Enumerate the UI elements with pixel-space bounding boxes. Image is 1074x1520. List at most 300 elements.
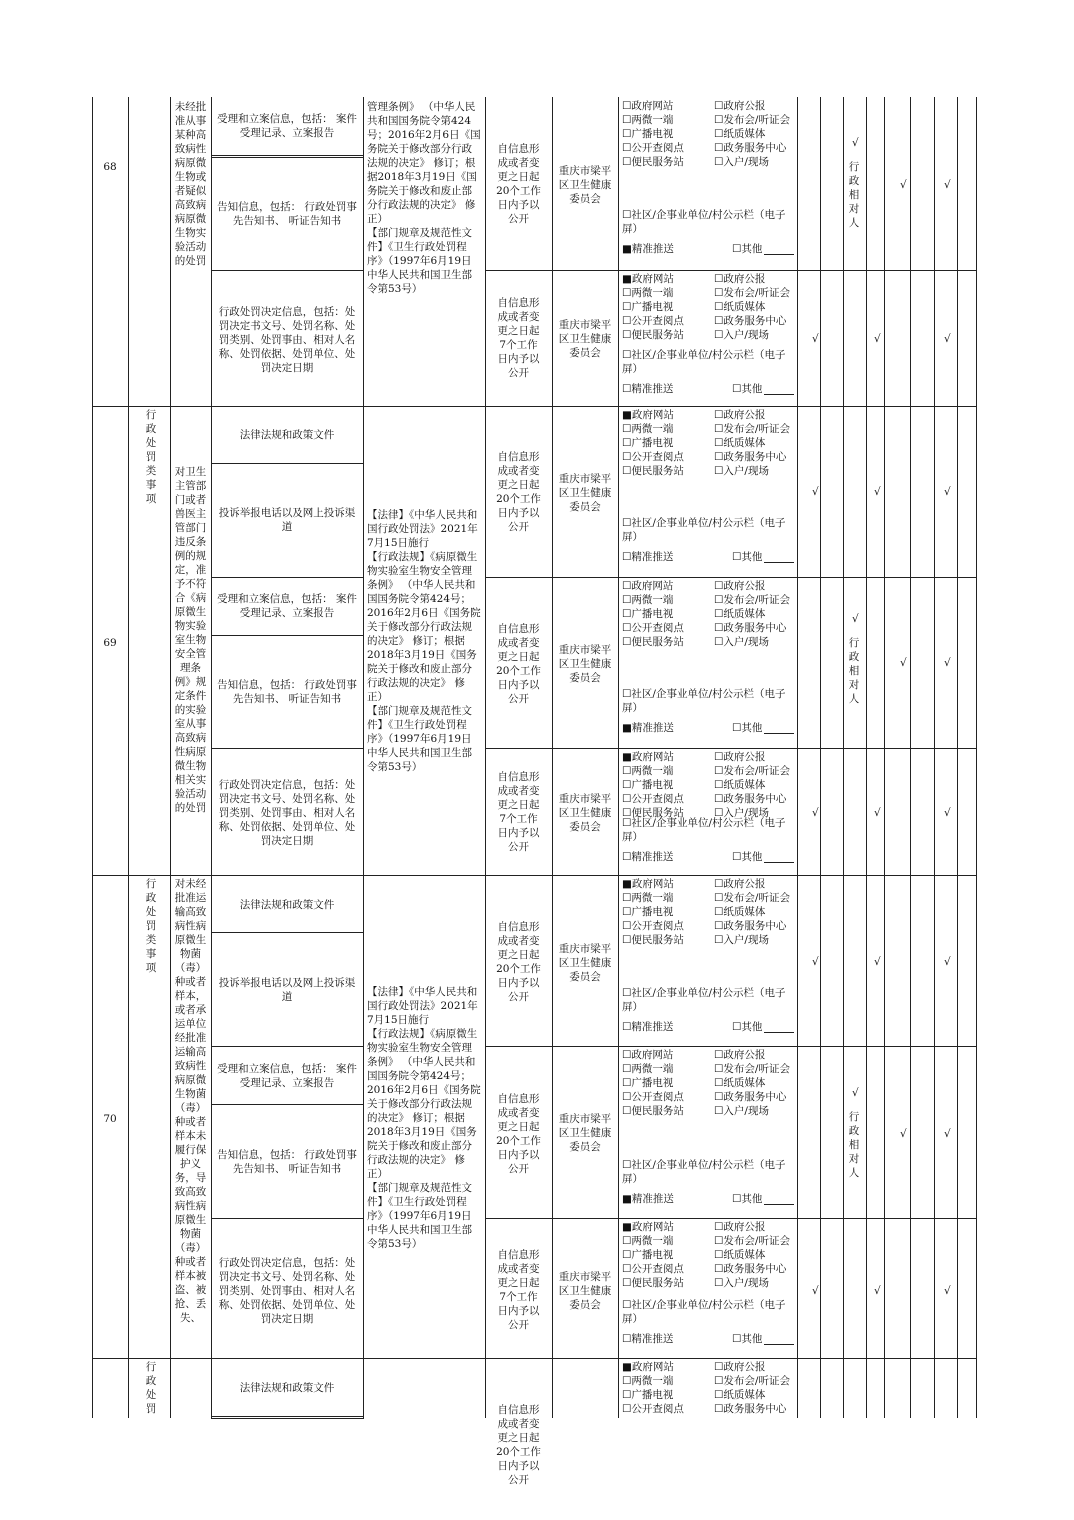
channel-label: 入户/现场 xyxy=(723,807,769,819)
channel-label: 政务服务中心 xyxy=(723,793,787,805)
channel-label: 公开查阅点 xyxy=(631,1263,684,1275)
unchecked-box-icon[interactable]: ☐ xyxy=(714,1375,724,1387)
channel-label: 便民服务站 xyxy=(631,636,684,648)
unchecked-box-icon[interactable]: ☐ xyxy=(732,1333,742,1345)
unchecked-box-icon[interactable]: ☐ xyxy=(622,807,632,819)
option-broadcast xyxy=(622,1388,673,1402)
underline xyxy=(764,733,794,734)
option-two-micro xyxy=(622,422,673,436)
unchecked-box-icon[interactable]: ☐ xyxy=(714,273,724,285)
check-mark: √ xyxy=(812,1285,819,1297)
option-service-center xyxy=(714,1402,786,1416)
unchecked-box-icon[interactable]: ☐ xyxy=(714,608,724,620)
row-number: 70 xyxy=(103,1113,117,1125)
channel-label: 精准推送 xyxy=(631,551,674,563)
checked-box-icon[interactable]: ■ xyxy=(622,1361,632,1373)
unchecked-box-icon[interactable]: ☐ xyxy=(622,1077,632,1089)
content-cell: 法律法规和政策文件 xyxy=(239,429,335,441)
option-two-micro xyxy=(622,764,673,778)
column-border xyxy=(363,97,364,1418)
unchecked-box-icon[interactable]: ☐ xyxy=(622,688,632,700)
unchecked-box-icon[interactable]: ☐ xyxy=(714,1091,724,1103)
unchecked-box-icon[interactable]: ☐ xyxy=(622,934,632,946)
unchecked-box-icon[interactable]: ☐ xyxy=(714,451,724,463)
channel-label: 入户/现场 xyxy=(723,1277,769,1289)
channel-label: 纸质媒体 xyxy=(723,1249,766,1261)
unchecked-box-icon[interactable]: ☐ xyxy=(622,1063,632,1075)
channel-label: 社区/企事业单位/村公示栏（电子屏） xyxy=(622,1159,786,1185)
unchecked-box-icon[interactable]: ☐ xyxy=(622,765,632,777)
unchecked-box-icon[interactable]: ☐ xyxy=(714,142,724,154)
unchecked-box-icon[interactable]: ☐ xyxy=(622,1389,632,1401)
unchecked-box-icon[interactable]: ☐ xyxy=(622,451,632,463)
channel-label: 政府网站 xyxy=(631,100,674,112)
unchecked-box-icon[interactable]: ☐ xyxy=(714,892,724,904)
option-convenience xyxy=(622,1276,684,1290)
unchecked-box-icon[interactable]: ☐ xyxy=(622,1403,632,1415)
disclosure-time: 自信息形成或者变更之日起20个工作日内予以公开 xyxy=(496,451,541,533)
channel-label: 社区/企事业单位/村公示栏（电子屏） xyxy=(622,987,786,1013)
channel-label: 广播电视 xyxy=(631,301,674,313)
channel-label: 政务服务中心 xyxy=(723,1263,787,1275)
check-mark: √ xyxy=(874,956,881,968)
unchecked-box-icon[interactable]: ☐ xyxy=(622,1235,632,1247)
option-community xyxy=(622,687,798,715)
unchecked-box-icon[interactable]: ☐ xyxy=(622,1333,632,1345)
channel-label: 发布会/听证会 xyxy=(723,765,790,777)
option-press xyxy=(714,764,790,778)
option-reading xyxy=(622,141,684,155)
checked-box-icon[interactable]: ■ xyxy=(622,878,632,890)
sub-row-border xyxy=(211,157,364,158)
option-community xyxy=(622,816,798,844)
option-push xyxy=(622,1020,673,1034)
unchecked-box-icon[interactable]: ☐ xyxy=(622,100,632,112)
column-border xyxy=(910,97,911,1418)
unchecked-box-icon[interactable]: ☐ xyxy=(622,349,632,361)
option-reading xyxy=(622,1402,684,1416)
sub-row-border xyxy=(211,577,364,578)
unchecked-box-icon[interactable]: ☐ xyxy=(714,156,724,168)
option-two-micro xyxy=(622,113,673,127)
unchecked-box-icon[interactable]: ☐ xyxy=(714,437,724,449)
option-broadcast xyxy=(622,1076,673,1090)
disclosure-subject: 重庆市梁平区卫生健康委员会 xyxy=(558,793,612,833)
underline xyxy=(764,562,794,563)
unchecked-box-icon[interactable]: ☐ xyxy=(622,301,632,313)
option-service-center xyxy=(714,314,786,328)
unchecked-box-icon[interactable]: ☐ xyxy=(622,622,632,634)
unchecked-box-icon[interactable]: ☐ xyxy=(714,1049,724,1061)
check-mark: √ xyxy=(812,956,819,968)
check-mark: √ xyxy=(852,613,859,625)
unchecked-box-icon[interactable]: ☐ xyxy=(714,1221,724,1233)
disclosure-subject: 重庆市梁平区卫生健康委员会 xyxy=(558,1271,612,1311)
unchecked-box-icon[interactable]: ☐ xyxy=(714,1263,724,1275)
disclosure-subject: 重庆市梁平区卫生健康委员会 xyxy=(558,165,612,205)
option-gov-gazette xyxy=(714,99,765,113)
option-push xyxy=(622,550,673,564)
channel-label: 两微一端 xyxy=(631,892,674,904)
unchecked-box-icon[interactable]: ☐ xyxy=(714,1105,724,1117)
channel-label: 精准推送 xyxy=(631,722,674,734)
sub-row-border xyxy=(211,155,364,156)
unchecked-box-icon[interactable]: ☐ xyxy=(714,1077,724,1089)
unchecked-box-icon[interactable]: ☐ xyxy=(714,751,724,763)
channel-label: 政府公报 xyxy=(723,751,766,763)
legal-basis: 管理条例》 （中华人民共和国国务院令第424号；2016年2月6日《国务院关于修改部分行政法规的决定》 修订；根据2018年3月19日《国务院关于修改和废止部分行政法规的决定》 修正） 【部门规章及规范性文件】《卫生行政处罚程序》（1997年6月19日中华人民共和国卫生部令第53号） xyxy=(367,101,481,295)
unchecked-box-icon[interactable]: ☐ xyxy=(622,1049,632,1061)
unchecked-box-icon[interactable]: ☐ xyxy=(714,1235,724,1247)
channel-label: 精准推送 xyxy=(631,1193,674,1205)
option-convenience xyxy=(622,1104,684,1118)
unchecked-box-icon[interactable]: ☐ xyxy=(622,315,632,327)
option-two-micro xyxy=(622,286,673,300)
channel-label: 政府网站 xyxy=(631,1221,674,1233)
unchecked-box-icon[interactable]: ☐ xyxy=(714,1063,724,1075)
channel-label: 发布会/听证会 xyxy=(723,287,790,299)
option-reading xyxy=(622,792,684,806)
option-gov-gazette xyxy=(714,408,765,422)
channel-label: 精准推送 xyxy=(631,1333,674,1345)
channel-label: 政务服务中心 xyxy=(723,1091,787,1103)
option-community xyxy=(622,208,798,236)
channel-label: 广播电视 xyxy=(631,906,674,918)
unchecked-box-icon[interactable]: ☐ xyxy=(732,722,742,734)
option-door xyxy=(714,328,769,342)
unchecked-box-icon[interactable]: ☐ xyxy=(714,409,724,421)
unchecked-box-icon[interactable]: ☐ xyxy=(732,383,742,395)
unchecked-box-icon[interactable]: ☐ xyxy=(622,383,632,395)
unchecked-box-icon[interactable]: ☐ xyxy=(714,423,724,435)
unchecked-box-icon[interactable]: ☐ xyxy=(622,517,632,529)
option-reading xyxy=(622,450,684,464)
channel-label: 广播电视 xyxy=(631,1077,674,1089)
unchecked-box-icon[interactable]: ☐ xyxy=(622,1299,632,1311)
channel-label: 两微一端 xyxy=(631,594,674,606)
unchecked-box-icon[interactable]: ☐ xyxy=(732,1193,742,1205)
option-convenience xyxy=(622,933,684,947)
option-press xyxy=(714,422,790,436)
checked-box-icon[interactable]: ■ xyxy=(622,751,632,763)
channel-label: 社区/企事业单位/村公示栏（电子屏） xyxy=(622,688,786,714)
channel-label: 纸质媒体 xyxy=(723,608,766,620)
unchecked-box-icon[interactable]: ☐ xyxy=(714,1389,724,1401)
option-gov-site xyxy=(622,750,674,764)
unchecked-box-icon[interactable]: ☐ xyxy=(714,765,724,777)
unchecked-box-icon[interactable]: ☐ xyxy=(622,851,632,863)
option-other xyxy=(732,850,762,864)
unchecked-box-icon[interactable]: ☐ xyxy=(714,1249,724,1261)
checked-box-icon[interactable]: ■ xyxy=(622,1221,632,1233)
unchecked-box-icon[interactable]: ☐ xyxy=(622,142,632,154)
unchecked-box-icon[interactable]: ☐ xyxy=(622,817,632,829)
unchecked-box-icon[interactable]: ☐ xyxy=(622,329,632,341)
column-border xyxy=(957,97,958,1418)
channel-label: 入户/现场 xyxy=(723,465,769,477)
option-community xyxy=(622,986,798,1014)
unchecked-box-icon[interactable]: ☐ xyxy=(622,608,632,620)
unchecked-box-icon[interactable]: ☐ xyxy=(732,1021,742,1033)
channel-label: 政府网站 xyxy=(631,751,674,763)
channel-label: 政府公报 xyxy=(723,1361,766,1373)
channel-label: 政府公报 xyxy=(723,273,766,285)
unchecked-box-icon[interactable]: ☐ xyxy=(622,1159,632,1171)
unchecked-box-icon[interactable]: ☐ xyxy=(714,1277,724,1289)
channel-label: 纸质媒体 xyxy=(723,301,766,313)
column-border xyxy=(92,97,93,1418)
unchecked-box-icon[interactable]: ☐ xyxy=(622,287,632,299)
sub-row-border xyxy=(211,1046,364,1047)
unchecked-box-icon[interactable]: ☐ xyxy=(622,1277,632,1289)
option-two-micro xyxy=(622,593,673,607)
unchecked-box-icon[interactable]: ☐ xyxy=(714,934,724,946)
option-reading xyxy=(622,1262,684,1276)
option-paper xyxy=(714,1076,765,1090)
channel-label: 精准推送 xyxy=(631,243,674,255)
underline xyxy=(764,394,794,395)
option-reading xyxy=(622,621,684,635)
channel-label: 政务服务中心 xyxy=(723,920,787,932)
option-community xyxy=(622,516,798,544)
option-gov-site xyxy=(622,1360,674,1374)
channel-label: 政府网站 xyxy=(631,580,674,592)
unchecked-box-icon[interactable]: ☐ xyxy=(622,209,632,221)
option-paper xyxy=(714,905,765,919)
content-cell: 受理和立案信息，包括： 案件受理记录、立案报告 xyxy=(217,1063,357,1089)
disclosure-time: 自信息形成或者变更之日起20个工作日内予以公开 xyxy=(496,623,541,705)
unchecked-box-icon[interactable]: ☐ xyxy=(622,987,632,999)
unchecked-box-icon[interactable]: ☐ xyxy=(714,920,724,932)
option-gov-site xyxy=(622,99,673,113)
unchecked-box-icon[interactable]: ☐ xyxy=(714,114,724,126)
check-mark: √ xyxy=(852,137,859,149)
channel-label: 发布会/听证会 xyxy=(723,1375,790,1387)
check-mark: √ xyxy=(852,1087,859,1099)
sub-row-border xyxy=(211,748,364,749)
check-mark: √ xyxy=(944,333,951,345)
unchecked-box-icon[interactable]: ☐ xyxy=(714,594,724,606)
option-press xyxy=(714,1234,790,1248)
unchecked-box-icon[interactable]: ☐ xyxy=(732,243,742,255)
content-cell: 行政处罚决定信息，包括：处罚决定书文号、处罚名称、处罚类别、处罚事由、相对人名称、处罚依据、处罚单位、处罚决定日期 xyxy=(218,306,356,374)
unchecked-box-icon[interactable]: ☐ xyxy=(714,906,724,918)
unchecked-box-icon[interactable]: ☐ xyxy=(714,287,724,299)
unchecked-box-icon[interactable]: ☐ xyxy=(714,622,724,634)
channel-label: 发布会/听证会 xyxy=(723,423,790,435)
channel-label: 两微一端 xyxy=(631,114,674,126)
unchecked-box-icon[interactable]: ☐ xyxy=(622,580,632,592)
channel-label: 社区/企事业单位/村公示栏（电子屏） xyxy=(622,209,786,235)
unchecked-box-icon[interactable]: ☐ xyxy=(732,551,742,563)
channel-label: 政府公报 xyxy=(723,878,766,890)
checked-box-icon[interactable]: ■ xyxy=(622,409,632,421)
unchecked-box-icon[interactable]: ☐ xyxy=(622,793,632,805)
option-broadcast xyxy=(622,607,673,621)
disclosure-subject: 重庆市梁平区卫生健康委员会 xyxy=(558,319,612,359)
unchecked-box-icon[interactable]: ☐ xyxy=(622,906,632,918)
unchecked-box-icon[interactable]: ☐ xyxy=(714,807,724,819)
unchecked-box-icon[interactable]: ☐ xyxy=(622,551,632,563)
option-two-micro xyxy=(622,1062,673,1076)
option-reading xyxy=(622,1090,684,1104)
option-broadcast xyxy=(622,905,673,919)
column-border xyxy=(884,97,885,1418)
option-paper xyxy=(714,1388,765,1402)
content-cell: 行政处罚决定信息，包括：处罚决定书文号、处罚名称、处罚类别、处罚事由、相对人名称、处罚依据、处罚单位、处罚决定日期 xyxy=(218,779,356,847)
unchecked-box-icon[interactable]: ☐ xyxy=(714,465,724,477)
unchecked-box-icon[interactable]: ☐ xyxy=(714,793,724,805)
content-cell: 法律法规和政策文件 xyxy=(239,899,335,911)
underline xyxy=(764,1204,794,1205)
underline xyxy=(764,1032,794,1033)
unchecked-box-icon[interactable]: ☐ xyxy=(622,1263,632,1275)
sub-row-border xyxy=(485,1218,977,1219)
unchecked-box-icon[interactable]: ☐ xyxy=(622,128,632,140)
unchecked-box-icon[interactable]: ☐ xyxy=(622,1249,632,1261)
underline xyxy=(764,862,794,863)
unchecked-box-icon[interactable]: ☐ xyxy=(622,156,632,168)
option-paper xyxy=(714,778,765,792)
channel-label: 其他 xyxy=(741,1193,763,1205)
check-mark: √ xyxy=(900,179,907,191)
option-gov-site xyxy=(622,1048,673,1062)
unchecked-box-icon[interactable]: ☐ xyxy=(622,594,632,606)
option-convenience xyxy=(622,155,684,169)
content-cell: 受理和立案信息，包括： 案件受理记录、立案报告 xyxy=(217,113,357,139)
sub-row-border xyxy=(211,1218,364,1219)
check-mark: √ xyxy=(944,1128,951,1140)
disclosure-subject: 重庆市梁平区卫生健康委员会 xyxy=(558,473,612,513)
item-description: 对卫生主管部门或者兽医主管部门违反条例的规定，准予不符合《病原微生物实验室生物安全管理条例》规定条件的实验室从事高致病性病原微生物相关实验活动的处罚 xyxy=(174,466,207,814)
unchecked-box-icon[interactable]: ☐ xyxy=(714,878,724,890)
channel-label: 政府公报 xyxy=(723,580,766,592)
check-mark: √ xyxy=(812,333,819,345)
channel-label: 两微一端 xyxy=(631,765,674,777)
disclosure-time: 自信息形成或者变更之日起20个工作日内予以公开 xyxy=(496,921,541,1003)
unchecked-box-icon[interactable]: ☐ xyxy=(714,1403,724,1415)
unchecked-box-icon[interactable]: ☐ xyxy=(714,315,724,327)
unchecked-box-icon[interactable]: ☐ xyxy=(714,636,724,648)
unchecked-box-icon[interactable]: ☐ xyxy=(622,423,632,435)
option-gov-site xyxy=(622,579,673,593)
option-gov-gazette xyxy=(714,1048,765,1062)
channel-label: 公开查阅点 xyxy=(631,1091,684,1103)
option-push xyxy=(622,382,673,396)
channel-label: 政府网站 xyxy=(631,409,674,421)
channel-label: 便民服务站 xyxy=(631,1277,684,1289)
unchecked-box-icon[interactable]: ☐ xyxy=(622,779,632,791)
option-other xyxy=(732,721,762,735)
channel-label: 精准推送 xyxy=(631,383,674,395)
unchecked-box-icon[interactable]: ☐ xyxy=(714,128,724,140)
option-service-center xyxy=(714,450,786,464)
channel-label: 公开查阅点 xyxy=(631,1403,684,1415)
channel-label: 政府网站 xyxy=(631,878,674,890)
unchecked-box-icon[interactable]: ☐ xyxy=(714,329,724,341)
disclosure-time: 自信息形成或者变更之日起20个工作日内予以公开 xyxy=(496,1404,541,1486)
unchecked-box-icon[interactable]: ☐ xyxy=(622,1105,632,1117)
sub-row-border xyxy=(211,1104,364,1105)
checked-box-icon[interactable]: ■ xyxy=(622,722,632,734)
channel-label: 便民服务站 xyxy=(631,329,684,341)
channel-label: 发布会/听证会 xyxy=(723,1063,790,1075)
check-mark: √ xyxy=(900,657,907,669)
unchecked-box-icon[interactable]: ☐ xyxy=(714,580,724,592)
channel-label: 政务服务中心 xyxy=(723,142,787,154)
content-cell: 告知信息，包括： 行政处罚事先告知书、 听证告知书 xyxy=(217,1149,357,1175)
unchecked-box-icon[interactable]: ☐ xyxy=(732,851,742,863)
unchecked-box-icon[interactable]: ☐ xyxy=(622,437,632,449)
check-mark: √ xyxy=(874,486,881,498)
column-border xyxy=(211,97,212,1418)
channel-label: 入户/现场 xyxy=(723,156,769,168)
channel-label: 社区/企事业单位/村公示栏（电子屏） xyxy=(622,517,786,543)
check-mark: √ xyxy=(874,807,881,819)
channel-label: 公开查阅点 xyxy=(631,142,684,154)
unchecked-box-icon[interactable]: ☐ xyxy=(714,1361,724,1373)
column-border xyxy=(866,97,867,1418)
option-press xyxy=(714,113,790,127)
unchecked-box-icon[interactable]: ☐ xyxy=(622,636,632,648)
option-paper xyxy=(714,300,765,314)
disclosure-time: 自信息形成或者变更之日起7个工作日内予以公开 xyxy=(497,297,540,379)
unchecked-box-icon[interactable]: ☐ xyxy=(714,779,724,791)
option-convenience xyxy=(622,464,684,478)
unchecked-box-icon[interactable]: ☐ xyxy=(714,100,724,112)
unchecked-box-icon[interactable]: ☐ xyxy=(622,892,632,904)
unchecked-box-icon[interactable]: ☐ xyxy=(714,301,724,313)
sub-row-border xyxy=(211,1416,364,1417)
sub-row-border xyxy=(211,270,364,271)
channel-label: 公开查阅点 xyxy=(631,622,684,634)
option-gov-gazette xyxy=(714,1220,765,1234)
content-cell: 行政处罚决定信息，包括：处罚决定书文号、处罚名称、处罚类别、处罚事由、相对人名称、处罚依据、处罚单位、处罚决定日期 xyxy=(218,1257,356,1325)
checked-box-icon[interactable]: ■ xyxy=(622,243,632,255)
option-two-micro xyxy=(622,1234,673,1248)
unchecked-box-icon[interactable]: ☐ xyxy=(622,465,632,477)
unchecked-box-icon[interactable]: ☐ xyxy=(622,114,632,126)
unchecked-box-icon[interactable]: ☐ xyxy=(622,1091,632,1103)
category-label: 行政处罚 xyxy=(145,1361,157,1415)
row-border xyxy=(92,406,977,407)
channel-label: 其他 xyxy=(741,722,763,734)
checked-box-icon[interactable]: ■ xyxy=(622,1193,632,1205)
sub-row-border xyxy=(485,1046,977,1047)
row-border xyxy=(92,875,977,876)
channel-label: 社区/企事业单位/村公示栏（电子屏） xyxy=(622,1299,786,1325)
option-door xyxy=(714,1104,769,1118)
channel-label: 纸质媒体 xyxy=(723,906,766,918)
option-two-micro xyxy=(622,891,673,905)
option-service-center xyxy=(714,1090,786,1104)
checked-box-icon[interactable]: ■ xyxy=(622,273,632,285)
option-broadcast xyxy=(622,436,673,450)
option-gov-gazette xyxy=(714,877,765,891)
column-border xyxy=(170,97,171,1418)
legal-basis: 【法律】《中华人民共和国行政处罚法》2021年7月15日施行 【行政法规】《病原微生物实验室生物安全管理条例》 （中华人民共和国国务院令第424号；2016年2月6日《国务院关于修改部分行政法规的决定》 修订；根据2018年3月19日《国务院关于修改和废止部分行政法规的决定》 修正） 【部门规章及规范性文件】《卫生行政处罚程序》（1997年6月19日中华人民共和国卫生部令第53号） xyxy=(367,509,481,773)
channel-label: 广播电视 xyxy=(631,1389,674,1401)
legal-basis: 【法律】《中华人民共和国行政处罚法》2021年7月15日施行 【行政法规】《病原微生物实验室生物安全管理条例》 （中华人民共和国国务院令第424号；2016年2月6日《国务院关于修改部分行政法规的决定》 修订；根据2018年3月19日《国务院关于修改和废止部分行政法规的决定》 修正） 【部门规章及规范性文件】《卫生行政处罚程序》（1997年6月19日中华人民共和国卫生部令第53号） xyxy=(367,986,481,1250)
channel-label: 政务服务中心 xyxy=(723,1403,787,1415)
unchecked-box-icon[interactable]: ☐ xyxy=(622,1021,632,1033)
unchecked-box-icon[interactable]: ☐ xyxy=(622,1375,632,1387)
channel-label: 其他 xyxy=(741,383,763,395)
unchecked-box-icon[interactable]: ☐ xyxy=(622,920,632,932)
channel-label: 政务服务中心 xyxy=(723,451,787,463)
sub-row-border xyxy=(211,1418,364,1419)
item-description: 对未经批准运输高致病性病原微生物菌（毒）种或者样本，或者承运单位经批准运输高致病性病原微生物菌（毒）种或者样本未履行保护义务，导致高致病性病原微生物菌（毒）种或者样本被盗、被抢、丢失、 xyxy=(174,878,207,1324)
